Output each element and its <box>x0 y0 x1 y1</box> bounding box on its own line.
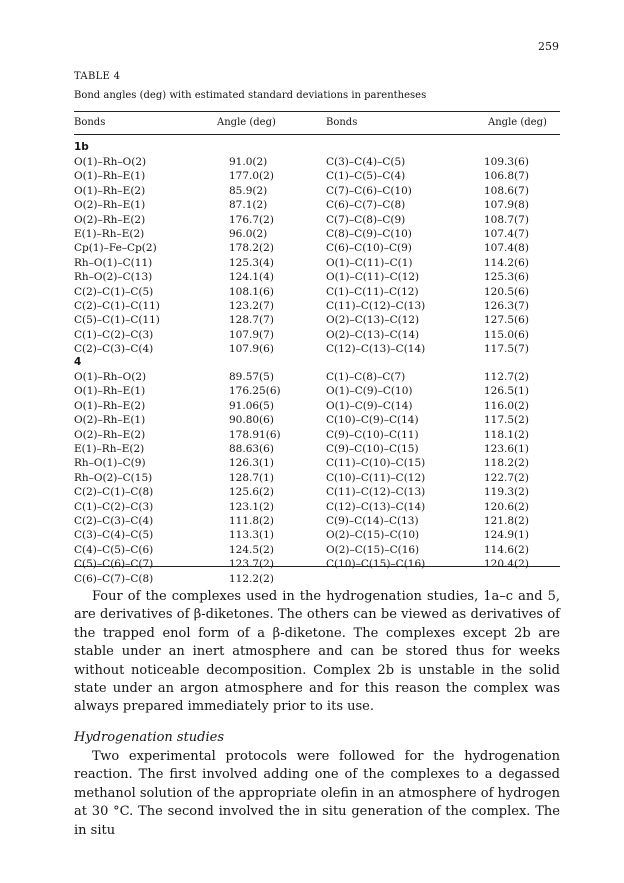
cell-bond-left: Rh–O(1)–C(11) <box>74 256 153 269</box>
header-bonds-right: Bonds <box>326 117 358 128</box>
cell-angle-right: 115.0(6) <box>484 328 529 341</box>
cell-angle-right: 109.3(6) <box>484 156 529 168</box>
header-angle-right: Angle (deg) <box>488 117 547 128</box>
cell-angle-right: 118.1(2) <box>484 428 529 441</box>
cell-angle-left: 123.7(2) <box>229 558 274 571</box>
cell-bond-right: O(2)–C(15)–C(16) <box>326 543 420 556</box>
table-row <box>0 156 624 171</box>
cell-angle-right: 107.4(7) <box>484 228 529 240</box>
cell-angle-left: 89.57(5) <box>229 371 274 383</box>
cell-angle-left: 177.0(2) <box>229 170 274 183</box>
cell-bond-right: C(1)–C(5)–C(4) <box>326 170 406 183</box>
cell-angle-right: 118.2(2) <box>484 457 529 470</box>
cell-angle-right: 107.4(8) <box>484 242 529 255</box>
cell-angle-right: 121.8(2) <box>484 515 529 527</box>
table-row <box>0 185 624 200</box>
cell-bond-left: C(2)–C(1)–C(11) <box>74 300 160 312</box>
cell-bond-right: C(12)–C(13)–C(14) <box>326 500 426 513</box>
cell-angle-left: 107.9(7) <box>229 328 274 341</box>
cell-angle-right: 107.9(8) <box>484 199 529 212</box>
cell-angle-left: 85.9(2) <box>229 184 268 197</box>
cell-bond-right: O(2)–C(15)–C(10) <box>326 529 420 542</box>
cell-bond-left: C(2)–C(1)–C(8) <box>74 486 154 499</box>
cell-bond-right: C(3)–C(4)–C(5) <box>326 156 406 168</box>
cell-angle-right: 106.8(7) <box>484 170 529 183</box>
cell-bond-left: C(2)–C(3)–C(4) <box>74 343 154 356</box>
cell-angle-left: 178.2(2) <box>229 242 274 255</box>
cell-bond-left: C(5)–C(6)–C(7) <box>74 558 154 571</box>
block-id: 1b <box>74 141 89 153</box>
cell-angle-right: 122.7(2) <box>484 471 529 484</box>
table-row <box>0 314 624 329</box>
cell-angle-left: 124.5(2) <box>229 543 274 556</box>
cell-angle-left: 113.3(1) <box>229 529 274 542</box>
cell-bond-left: Rh–O(1)–C(9) <box>74 457 146 470</box>
cell-angle-left: 176.25(6) <box>229 385 281 398</box>
table-row <box>0 385 624 400</box>
cell-angle-right: 123.6(1) <box>484 443 529 455</box>
table-row <box>0 343 624 358</box>
cell-bond-left: C(4)–C(5)–C(6) <box>74 543 154 556</box>
page-number: 259 <box>538 40 559 53</box>
table-row <box>0 257 624 272</box>
cell-angle-left: 91.0(2) <box>229 156 268 168</box>
cell-angle-left: 124.1(4) <box>229 271 274 284</box>
cell-bond-right: C(7)–C(6)–C(10) <box>326 184 412 197</box>
cell-bond-left: Rh–O(2)–C(13) <box>74 271 153 284</box>
cell-bond-right: O(1)–C(9)–C(10) <box>326 385 413 398</box>
table-row <box>0 329 624 344</box>
cell-angle-right: 120.4(2) <box>484 558 529 571</box>
cell-bond-left: O(2)–Rh–E(1) <box>74 414 146 427</box>
cell-angle-left: 111.8(2) <box>229 515 274 527</box>
table-row <box>0 544 624 559</box>
cell-bond-right: C(10)–C(11)–C(12) <box>326 471 426 484</box>
table-row <box>0 228 624 243</box>
cell-angle-right: 125.3(6) <box>484 271 529 284</box>
cell-bond-right: C(11)–C(12)–C(13) <box>326 486 426 499</box>
cell-bond-right: C(8)–C(9)–C(10) <box>326 228 412 240</box>
cell-angle-left: 88.63(6) <box>229 443 274 455</box>
table-header-rule <box>74 134 560 135</box>
table-row <box>0 242 624 257</box>
cell-angle-right: 126.5(1) <box>484 385 529 398</box>
cell-bond-left: C(5)–C(1)–C(11) <box>74 314 160 327</box>
table-row <box>0 400 624 415</box>
cell-angle-right: 108.7(7) <box>484 213 529 226</box>
cell-angle-right: 120.6(2) <box>484 500 529 513</box>
cell-angle-right: 127.5(6) <box>484 314 529 327</box>
cell-bond-right: C(11)–C(10)–C(15) <box>326 457 426 470</box>
cell-angle-right: 116.0(2) <box>484 399 529 412</box>
cell-bond-right: C(10)–C(15)–C(16) <box>326 558 426 571</box>
cell-bond-right: C(11)–C(12)–C(13) <box>326 300 426 312</box>
cell-bond-right: C(9)–C(10)–C(11) <box>326 428 419 441</box>
table-row <box>0 429 624 444</box>
cell-angle-left: 123.2(7) <box>229 300 274 312</box>
table-row <box>0 170 624 185</box>
cell-angle-left: 128.7(1) <box>229 471 274 484</box>
cell-bond-left: O(1)–Rh–E(2) <box>74 184 146 197</box>
table-row <box>0 300 624 315</box>
cell-bond-left: E(1)–Rh–E(2) <box>74 443 145 455</box>
paragraph-1 <box>74 588 560 717</box>
block-id: 4 <box>74 356 82 368</box>
cell-bond-left: O(2)–Rh–E(2) <box>74 428 146 441</box>
cell-angle-right: 117.5(7) <box>484 343 529 356</box>
table-label: TABLE 4 <box>74 71 121 82</box>
table-row <box>0 286 624 301</box>
table-row <box>0 371 624 386</box>
table-row <box>0 414 624 429</box>
cell-bond-right: C(6)–C(7)–C(8) <box>326 199 406 212</box>
cell-bond-left: O(1)–Rh–E(1) <box>74 170 146 183</box>
cell-bond-right: C(10)–C(9)–C(14) <box>326 414 419 427</box>
cell-angle-left: 128.7(7) <box>229 314 274 327</box>
header-angle-left: Angle (deg) <box>217 117 276 128</box>
cell-bond-left: C(1)–C(2)–C(3) <box>74 328 154 341</box>
table-row <box>0 529 624 544</box>
cell-bond-left: O(1)–Rh–E(2) <box>74 399 146 412</box>
cell-angle-left: 87.1(2) <box>229 199 268 212</box>
cell-angle-left: 178.91(6) <box>229 428 281 441</box>
cell-bond-left: O(1)–Rh–O(2) <box>74 371 147 383</box>
cell-bond-left: C(6)–C(7)–C(8) <box>74 572 154 585</box>
table-row <box>0 486 624 501</box>
table-row <box>0 214 624 229</box>
cell-bond-left: C(1)–C(2)–C(3) <box>74 500 154 513</box>
table-row <box>0 271 624 286</box>
cell-bond-left: O(2)–Rh–E(2) <box>74 213 146 226</box>
cell-bond-right: O(1)–C(9)–C(14) <box>326 399 413 412</box>
cell-bond-right: C(9)–C(14)–C(13) <box>326 515 419 527</box>
cell-bond-left: C(2)–C(3)–C(4) <box>74 515 154 527</box>
header-bonds-left: Bonds <box>74 117 106 128</box>
cell-bond-left: C(2)–C(1)–C(5) <box>74 285 154 298</box>
cell-bond-left: O(1)–Rh–O(2) <box>74 156 147 168</box>
cell-angle-left: 90.80(6) <box>229 414 274 427</box>
paragraph-1-text: Four of the complexes used in the hydrogenation studies, 1a–c and 5, are derivatives of β-diketones. The others can be viewed as derivatives of the trapped enol form of a β-diketone. The complexes except 2b are stable under an inert atmosphere and can be stored thus for weeks without noticeable decomposition. Complex 2b is unstable in the solid state under an argon atmosphere and for this reason the complex was always prepared immediately prior to its use. <box>74 589 560 715</box>
cell-bond-right: C(6)–C(10)–C(9) <box>326 242 412 255</box>
cell-bond-left: C(3)–C(4)–C(5) <box>74 529 154 542</box>
cell-bond-left: Cp(1)–Fe–Cp(2) <box>74 242 157 255</box>
cell-angle-left: 126.3(1) <box>229 457 274 470</box>
table-top-rule <box>74 111 560 112</box>
cell-angle-right: 108.6(7) <box>484 184 529 197</box>
table-row <box>0 515 624 530</box>
cell-bond-left: O(1)–Rh–E(1) <box>74 385 146 398</box>
paragraph-2-text: Two experimental protocols were followed for the hydrogenation reaction. The first involved adding one of the complexes to a degassed methanol solution of the appropriate olefin in an atmosphere of hydrogen at 30 °C. The second involved the in situ generation of the complex. The in situ <box>74 749 560 838</box>
cell-bond-left: E(1)–Rh–E(2) <box>74 228 145 240</box>
cell-angle-left: 112.2(2) <box>229 572 274 585</box>
cell-angle-right: 124.9(1) <box>484 529 529 542</box>
table-row <box>0 501 624 516</box>
cell-angle-left: 125.3(4) <box>229 256 274 269</box>
section-heading: Hydrogenation studies <box>74 730 225 745</box>
table-row <box>0 457 624 472</box>
cell-angle-left: 108.1(6) <box>229 285 274 298</box>
cell-angle-right: 119.3(2) <box>484 486 529 499</box>
cell-angle-left: 96.0(2) <box>229 228 268 240</box>
cell-angle-left: 176.7(2) <box>229 213 274 226</box>
table-caption: Bond angles (deg) with estimated standard deviations in parentheses <box>74 90 427 101</box>
cell-angle-left: 107.9(6) <box>229 343 274 356</box>
cell-bond-right: O(1)–C(11)–C(12) <box>326 271 420 284</box>
cell-angle-right: 120.5(6) <box>484 285 529 298</box>
cell-angle-left: 91.06(5) <box>229 399 274 412</box>
paragraph-2 <box>74 748 560 840</box>
cell-angle-right: 117.5(2) <box>484 414 529 427</box>
cell-bond-right: O(1)–C(11)–C(1) <box>326 256 413 269</box>
table-bottom-rule <box>74 566 560 567</box>
cell-bond-right: C(9)–C(10)–C(15) <box>326 443 419 455</box>
cell-bond-left: O(2)–Rh–E(1) <box>74 199 146 212</box>
cell-bond-right: C(12)–C(13)–C(14) <box>326 343 426 356</box>
table-row <box>0 573 624 588</box>
cell-angle-right: 112.7(2) <box>484 371 529 383</box>
cell-bond-right: C(1)–C(11)–C(12) <box>326 285 419 298</box>
cell-angle-left: 123.1(2) <box>229 500 274 513</box>
table-row <box>0 472 624 487</box>
cell-bond-left: Rh–O(2)–C(15) <box>74 471 153 484</box>
cell-angle-right: 126.3(7) <box>484 300 529 312</box>
cell-bond-right: C(1)–C(8)–C(7) <box>326 371 406 383</box>
cell-angle-right: 114.6(2) <box>484 543 529 556</box>
table-row <box>0 199 624 214</box>
cell-angle-left: 125.6(2) <box>229 486 274 499</box>
cell-angle-right: 114.2(6) <box>484 256 529 269</box>
cell-bond-right: C(7)–C(8)–C(9) <box>326 213 406 226</box>
cell-bond-right: O(2)–C(13)–C(14) <box>326 328 420 341</box>
cell-bond-right: O(2)–C(13)–C(12) <box>326 314 420 327</box>
table-row <box>0 443 624 458</box>
